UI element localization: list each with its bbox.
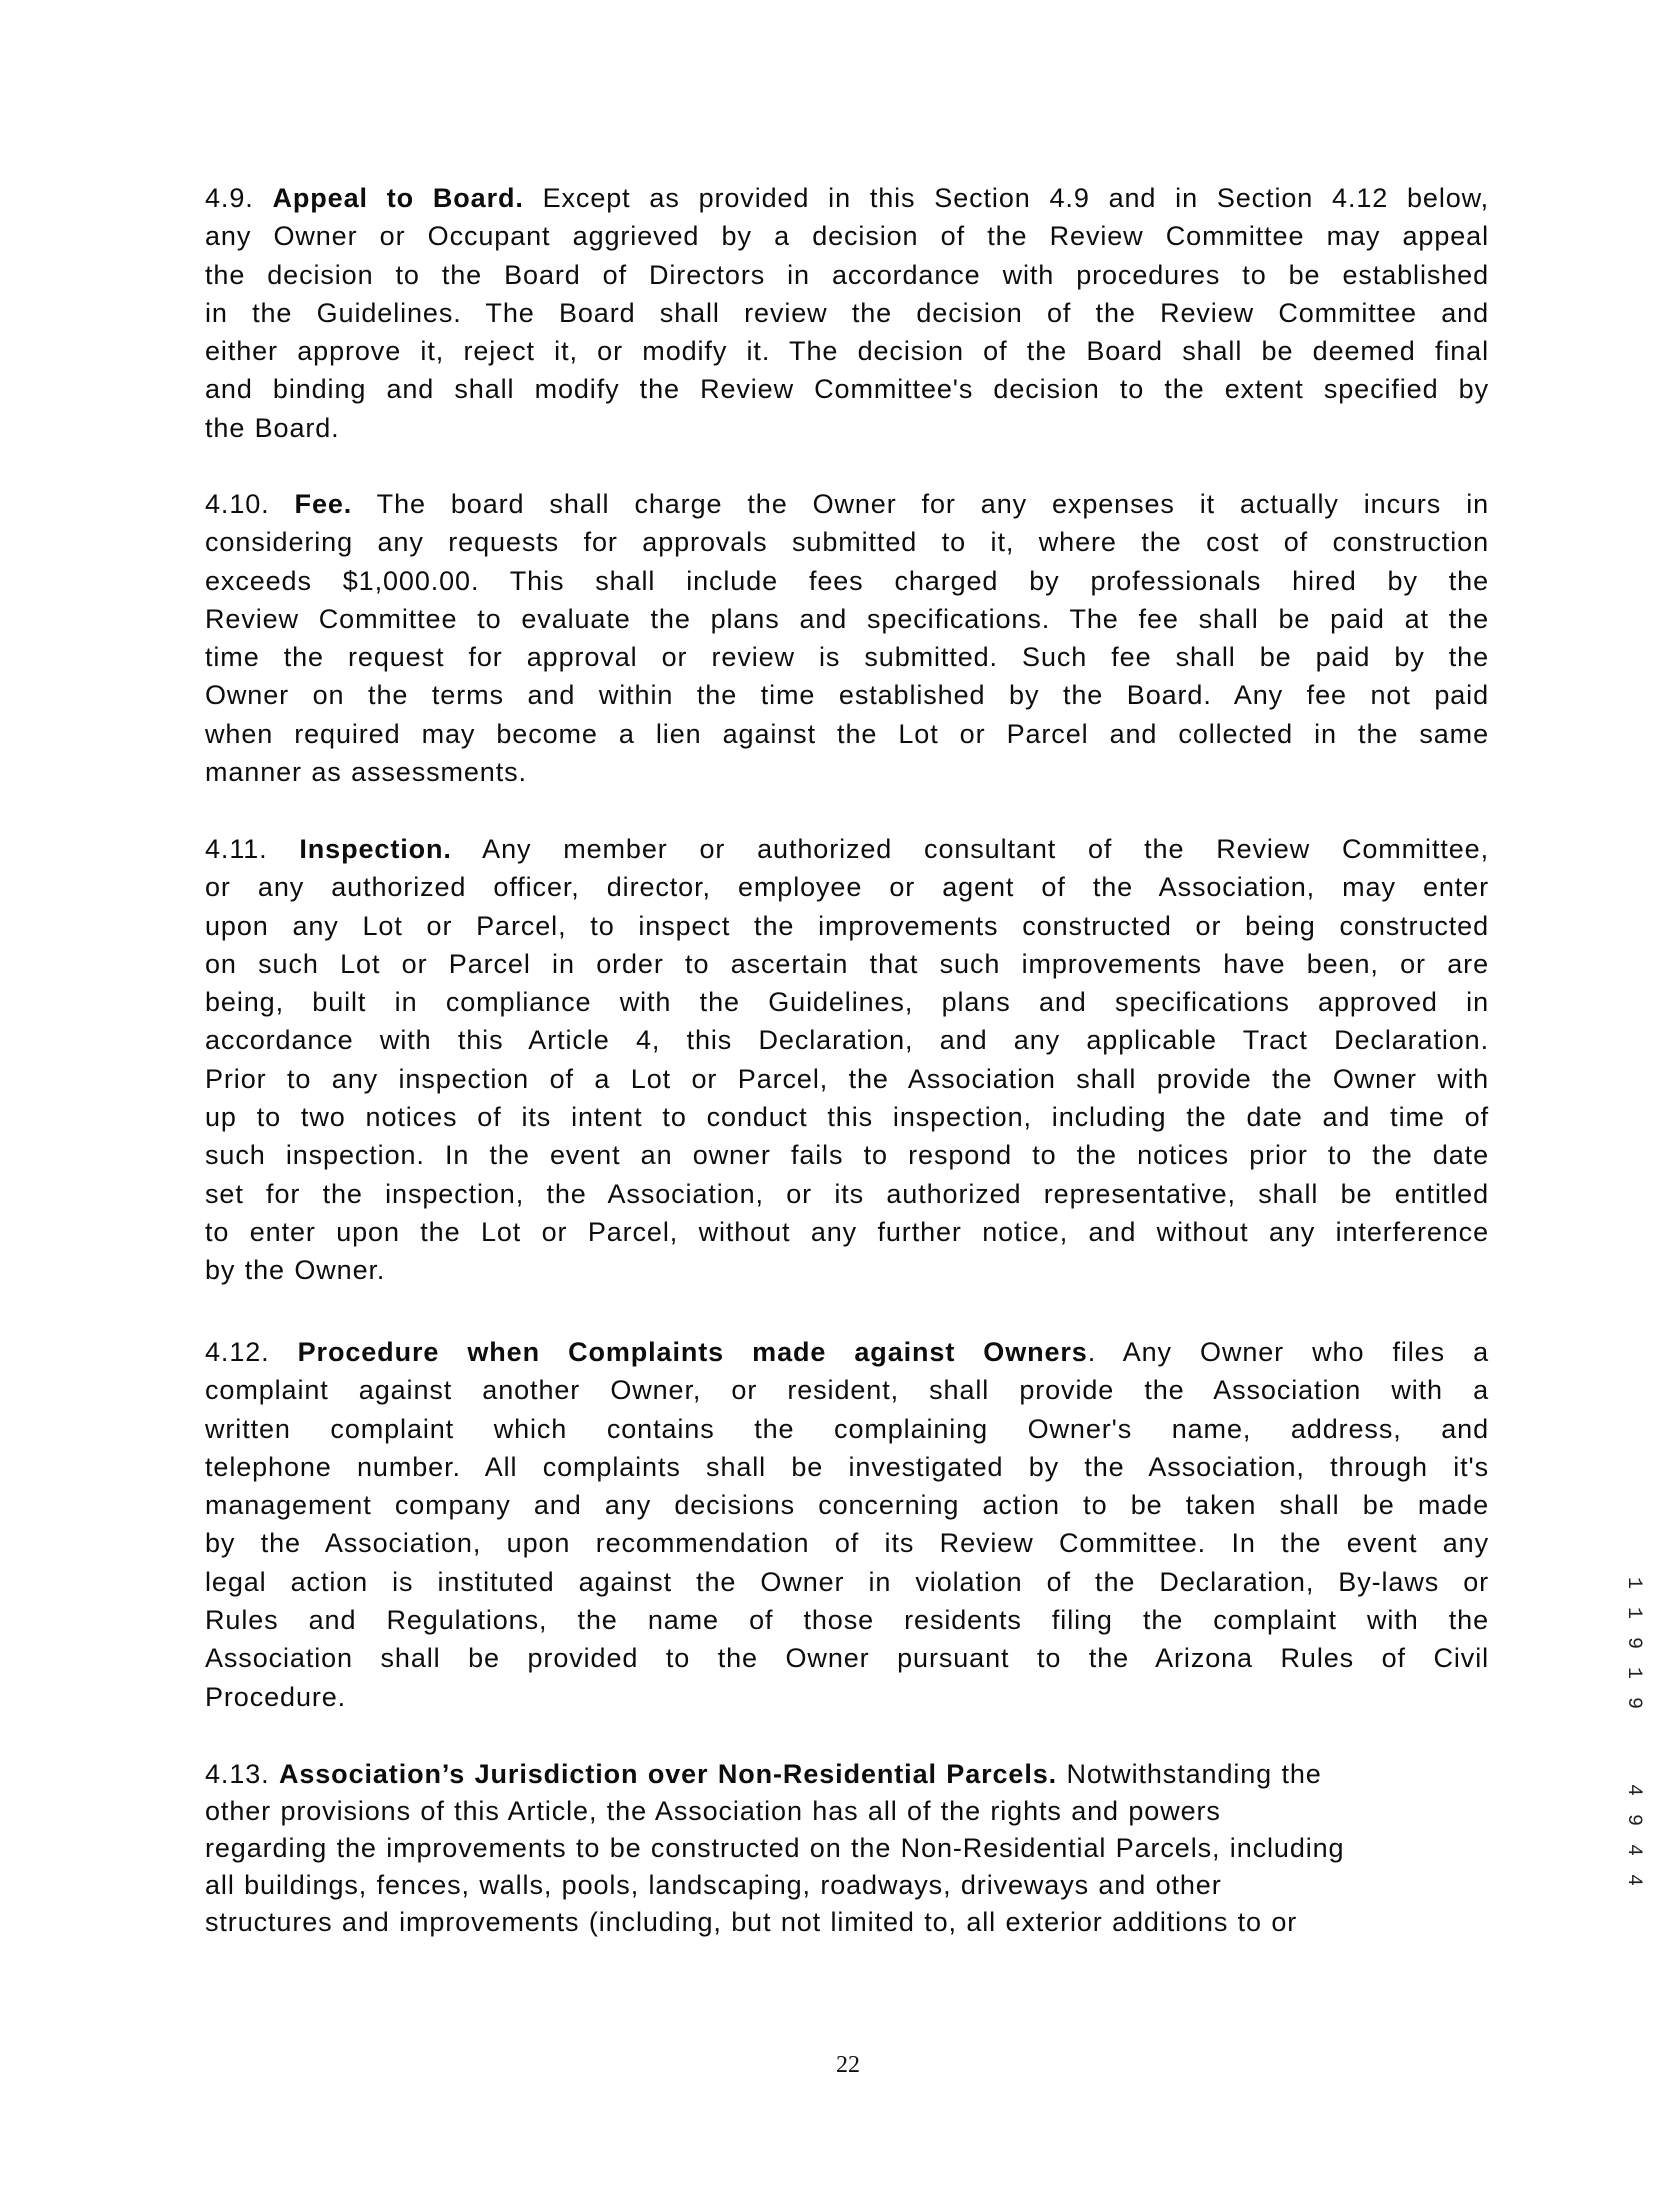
section-title: Fee. — [294, 489, 353, 519]
line-text: by the Association, upon recommendation of its Review Committee. In the event any — [205, 1528, 1489, 1559]
paragraph-line — [205, 1867, 1489, 1904]
line-text: when required may become a lien against the Lot or Parcel and collected in the same — [205, 718, 1489, 749]
line-text: Association shall be provided to the Owner pursuant to the Arizona Rules of Civil — [205, 1643, 1489, 1674]
line-text: on such Lot or Parcel in order to ascertain that such improvements have been, or are — [205, 948, 1489, 979]
paragraph-line — [205, 1060, 1489, 1098]
line-text: or any authorized officer, director, employee or agent of the Association, may enter — [205, 872, 1489, 903]
section-heading-line — [205, 1756, 1489, 1793]
paragraph-line — [205, 676, 1489, 714]
line-text: time the request for approval or review is submitted. Such fee shall be paid by the — [205, 642, 1489, 673]
line-text: Notwithstanding the — [1057, 1759, 1322, 1789]
paragraph-line — [205, 1251, 1489, 1289]
section-4-9-appeal-to-board — [205, 179, 1489, 447]
paragraph-line — [205, 523, 1489, 561]
line-text: the decision to the Board of Directors in accordance with procedures to be established — [205, 259, 1489, 290]
stamp-digit: 1 — [1621, 1606, 1645, 1620]
paragraph-line — [205, 332, 1489, 370]
paragraph-line — [205, 1563, 1489, 1601]
line-text: Procedure. — [205, 1681, 347, 1712]
stamp-digit: 4 — [1621, 1843, 1645, 1857]
paragraph-line — [205, 562, 1489, 600]
margin-stamp-bottom — [1618, 1775, 1648, 1895]
stamp-digit: 9 — [1621, 1696, 1645, 1710]
stamp-digit: 9 — [1621, 1813, 1645, 1827]
line-text: exceeds $1,000.00. This shall include fees charged by professionals hired by the — [205, 565, 1489, 596]
section-heading-line — [205, 1333, 1489, 1371]
stamp-digit: 4 — [1621, 1783, 1645, 1797]
line-text: other provisions of this Article, the Association has all of the rights and powers — [205, 1796, 1221, 1826]
line-text: complaint against another Owner, or resident, shall provide the Association with a — [205, 1375, 1489, 1406]
section-title: Association’s Jurisdiction over Non-Residential Parcels. — [278, 1759, 1058, 1789]
line-text: accordance with this Article 4, this Declaration, and any applicable Tract Declaration. — [205, 1025, 1489, 1056]
line-text: telephone number. All complaints shall be investigated by the Association, through it's — [205, 1451, 1489, 1482]
paragraph-line — [205, 409, 1489, 447]
line-text: either approve it, reject it, or modify it. The decision of the Board shall be deemed final — [205, 336, 1489, 367]
margin-stamp-top — [1618, 1568, 1648, 1718]
line-text: Any member or authorized consultant of the Review Committee, — [451, 834, 1489, 864]
section-number: 4.11. — [205, 834, 300, 864]
section-heading-line — [205, 179, 1489, 217]
paragraph-line — [205, 1021, 1489, 1059]
section-4-13-non-residential-jurisdiction — [205, 1756, 1489, 1941]
line-text: Owner on the terms and within the time established by the Board. Any fee not paid — [205, 680, 1489, 711]
section-title: Procedure when Complaints made against Owners — [297, 1337, 1088, 1367]
line-text: structures and improvements (including, but not limited to, all exterior additions to or — [205, 1907, 1298, 1937]
line-text: in the Guidelines. The Board shall review the decision of the Review Committee and — [205, 297, 1489, 328]
paragraph-line — [205, 1213, 1489, 1251]
paragraph-line — [205, 638, 1489, 676]
line-text: being, built in compliance with the Guidelines, plans and specifications approved in — [205, 987, 1489, 1018]
paragraph-line — [205, 370, 1489, 408]
section-number: 4.9. — [205, 183, 273, 213]
paragraph-line — [205, 1904, 1489, 1941]
paragraph-line — [205, 1830, 1489, 1867]
paragraph-line — [205, 1371, 1489, 1409]
section-4-12-complaints-procedure — [205, 1333, 1489, 1716]
line-text: The board shall charge the Owner for any expenses it actually incurs in — [352, 489, 1489, 519]
paragraph-line — [205, 945, 1489, 983]
paragraph-line — [205, 1639, 1489, 1677]
paragraph-line — [205, 217, 1489, 255]
stamp-digit: 9 — [1621, 1636, 1645, 1650]
line-text: up to two notices of its intent to conduct this inspection, including the date and time of — [205, 1102, 1489, 1133]
paragraph-line — [205, 1601, 1489, 1639]
paragraph-line — [205, 907, 1489, 945]
section-title: Appeal to Board. — [272, 183, 524, 213]
line-text: Prior to any inspection of a Lot or Parcel, the Association shall provide the Owner with — [205, 1063, 1489, 1094]
paragraph-line — [205, 753, 1489, 791]
line-text: Except as provided in this Section 4.9 and in Section 4.12 below, — [523, 183, 1489, 213]
line-text: considering any requests for approvals submitted to it, where the cost of construction — [205, 527, 1489, 558]
line-text: by the Owner. — [205, 1255, 386, 1286]
line-text: and binding and shall modify the Review Committee's decision to the extent specified by — [205, 374, 1489, 405]
paragraph-line — [205, 1136, 1489, 1174]
section-4-10-fee — [205, 485, 1489, 791]
paragraph-line — [205, 1486, 1489, 1524]
stamp-digit: 4 — [1621, 1873, 1645, 1887]
section-heading-line — [205, 830, 1489, 868]
page-number: 22 — [836, 2052, 860, 2078]
line-text: . Any Owner who files a — [1087, 1337, 1489, 1367]
section-number: 4.13. — [205, 1759, 279, 1789]
paragraph-line — [205, 1098, 1489, 1136]
paragraph-line — [205, 294, 1489, 332]
line-text: management company and any decisions concerning action to be taken shall be made — [205, 1490, 1489, 1521]
paragraph-line — [205, 715, 1489, 753]
paragraph-line — [205, 868, 1489, 906]
paragraph-line — [205, 1678, 1489, 1716]
paragraph-line — [205, 1175, 1489, 1213]
section-number: 4.12. — [205, 1337, 298, 1367]
line-text: legal action is instituted against the Owner in violation of the Declaration, By-laws or — [205, 1566, 1489, 1597]
stamp-digit: 1 — [1621, 1666, 1645, 1680]
line-text: set for the inspection, the Association, or its authorized representative, shall be entitled — [205, 1178, 1489, 1209]
line-text: all buildings, fences, walls, pools, landscaping, roadways, driveways and other — [205, 1870, 1222, 1900]
line-text: Rules and Regulations, the name of those residents filing the complaint with the — [205, 1605, 1489, 1636]
paragraph-line — [205, 1410, 1489, 1448]
paragraph-line — [205, 1524, 1489, 1562]
paragraph-line — [205, 1448, 1489, 1486]
section-4-11-inspection — [205, 830, 1489, 1290]
paragraph-line — [205, 600, 1489, 638]
paragraph-line — [205, 256, 1489, 294]
paragraph-line — [205, 1793, 1489, 1830]
paragraph-line — [205, 983, 1489, 1021]
section-heading-line — [205, 485, 1489, 523]
line-text: manner as assessments. — [205, 757, 527, 788]
section-title: Inspection. — [299, 834, 452, 864]
line-text: upon any Lot or Parcel, to inspect the improvements constructed or being constructed — [205, 910, 1489, 941]
line-text: such inspection. In the event an owner fails to respond to the notices prior to the date — [205, 1140, 1489, 1171]
line-text: to enter upon the Lot or Parcel, without any further notice, and without any interference — [205, 1216, 1489, 1247]
line-text: regarding the improvements to be constructed on the Non-Residential Parcels, including — [205, 1833, 1345, 1863]
section-number: 4.10. — [205, 489, 295, 519]
line-text: the Board. — [205, 412, 340, 443]
stamp-digit: 1 — [1621, 1576, 1645, 1590]
line-text: any Owner or Occupant aggrieved by a decision of the Review Committee may appeal — [205, 221, 1489, 252]
line-text: written complaint which contains the complaining Owner's name, address, and — [205, 1413, 1489, 1444]
line-text: Review Committee to evaluate the plans and specifications. The fee shall be paid at the — [205, 603, 1489, 634]
